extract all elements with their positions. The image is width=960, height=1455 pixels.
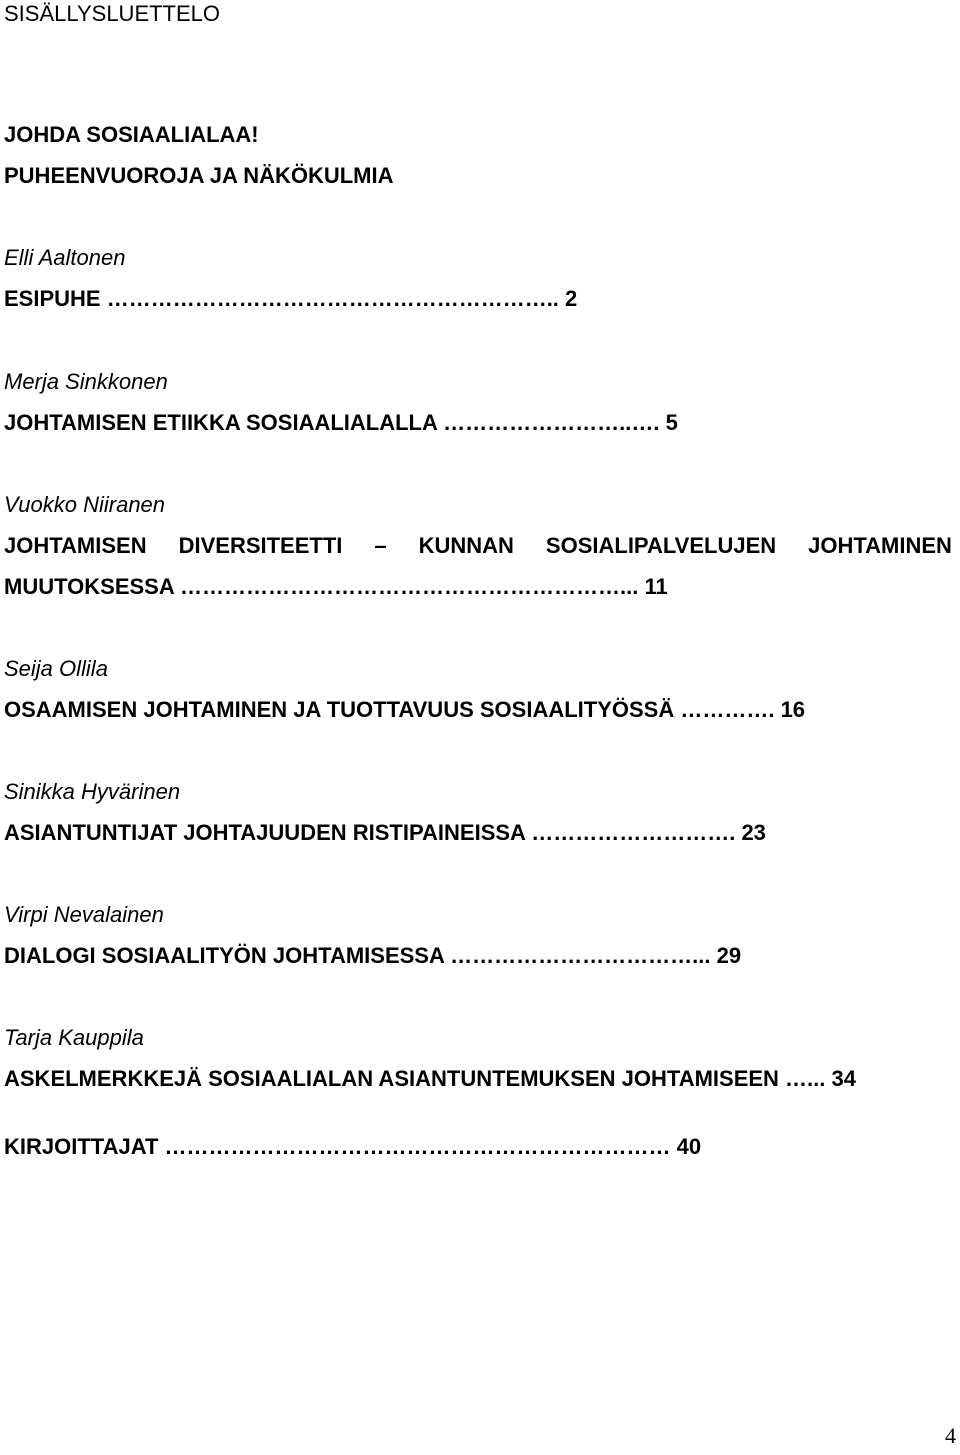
- toc-author: Merja Sinkkonen: [4, 369, 168, 394]
- publication-title-line-2: PUHEENVUOROJA JA NÄKÖKULMIA: [4, 163, 394, 188]
- toc-author: Virpi Nevalainen: [4, 902, 164, 927]
- title-word: KUNNAN: [418, 533, 514, 558]
- title-word: SOSIALIPALVELUJEN: [545, 533, 777, 558]
- title-word: JOHTAMINEN: [808, 533, 952, 558]
- title-word: JOHTAMISEN: [4, 533, 147, 558]
- toc-entry-title[interactable]: DIALOGI SOSIAALITYÖN JOHTAMISESSA ……………………………... 29: [4, 943, 742, 968]
- title-word: DIVERSITEETTI: [178, 533, 343, 558]
- toc-entry-title[interactable]: JOHTAMISEN ETIIKKA SOSIAALIALALLA ……………………..…. 5: [4, 410, 678, 435]
- toc-entry-title[interactable]: ASIANTUNTIJAT JOHTAJUUDEN RISTIPAINEISSA ………………………. 23: [4, 820, 766, 845]
- page-heading: SISÄLLYSLUETTELO: [4, 1, 221, 26]
- toc-writers-entry[interactable]: KIRJOITTAJAT …………………………………………………………… 40: [4, 1134, 702, 1159]
- toc-author: Seija Ollila: [4, 656, 108, 681]
- toc-author: Sinikka Hyvärinen: [4, 779, 181, 804]
- toc-entry-title[interactable]: ESIPUHE …………………………………………………….. 2: [4, 286, 578, 311]
- toc-entry-title-line-1[interactable]: [4, 533, 952, 559]
- toc-author: Elli Aaltonen: [4, 245, 126, 270]
- toc-entry-title[interactable]: ASKELMERKKEJÄ SOSIAALIALAN ASIANTUNTEMUKSEN JOHTAMISEEN …... 34: [4, 1066, 856, 1091]
- toc-author: Tarja Kauppila: [4, 1025, 144, 1050]
- title-word: –: [374, 533, 387, 558]
- publication-title-line-1: JOHDA SOSIAALIALAA!: [4, 122, 259, 147]
- toc-entry-title-line-2[interactable]: MUUTOKSESSA ……………………………………………………... 11: [4, 574, 668, 599]
- toc-author: Vuokko Niiranen: [4, 492, 166, 517]
- toc-entry-title[interactable]: OSAAMISEN JOHTAMINEN JA TUOTTAVUUS SOSIAALITYÖSSÄ …………. 16: [4, 697, 806, 722]
- page-number: 4: [945, 1423, 956, 1448]
